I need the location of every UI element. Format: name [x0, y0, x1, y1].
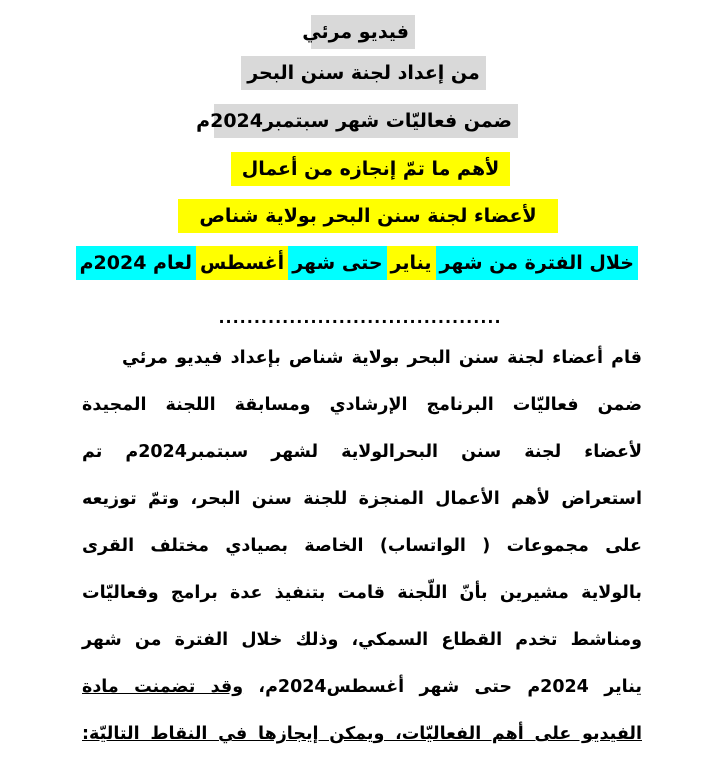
- body-line-8-underlined: وقد تضمنت مادة: [82, 677, 244, 697]
- body-line-8: [82, 672, 642, 702]
- body-line-7: ومناشط تخدم القطاع السمكي، وذلك خلال الفترة من شهر: [82, 630, 642, 650]
- title-line-4: لأهم ما تمّ إنجازه من أعمال: [231, 152, 510, 186]
- body-line-9: الفيديو على أهم الفعاليّات، ويمكن إيجازها في النقاط التاليّة:: [82, 724, 642, 744]
- title-line-2: من إعداد لجنة سنن البحر: [241, 56, 486, 90]
- period-year: لعام 2024م: [76, 246, 196, 280]
- month-august: أغسطس: [196, 246, 288, 280]
- title-line-3: ضمن فعاليّات شهر سبتمبر2024م: [214, 104, 518, 138]
- body-line-4: استعراض لأهم الأعمال المنجزة للجنة سنن البحر، وتمّ توزيعه: [82, 489, 642, 509]
- period-prefix: خلال الفترة من شهر: [436, 246, 638, 280]
- title-line-5: لأعضاء لجنة سنن البحر بولاية شناص: [178, 199, 558, 233]
- dotted-separator: ........................................: [218, 308, 502, 327]
- body-line-5: على مجموعات ( الواتساب) الخاصة بصيادي مختلف القرى: [82, 536, 642, 556]
- title-line-1: فيديو مرئي: [311, 15, 415, 49]
- body-line-3: لأعضاء لجنة سنن البحرالولاية لشهر سبتمبر2024م تم: [82, 442, 643, 462]
- body-line-6: بالولاية مشيرين بأنّ اللّجنة قامت بتنفيذ عدة برامج وفعاليّات: [82, 583, 642, 603]
- body-line-1: قام أعضاء لجنة سنن البحر بولاية شناص بإعداد فيديو مرئي: [122, 348, 642, 368]
- body-line-8-text: يناير 2024م حتى شهر أغسطس2024م،: [243, 677, 642, 697]
- period-until: حتى شهر: [288, 246, 386, 280]
- title-line-6: [79, 246, 638, 280]
- month-january: يناير: [387, 246, 436, 280]
- body-line-2: ضمن فعاليّات البرنامج الإرشادي ومسابقة اللجنة المجيدة: [82, 395, 642, 415]
